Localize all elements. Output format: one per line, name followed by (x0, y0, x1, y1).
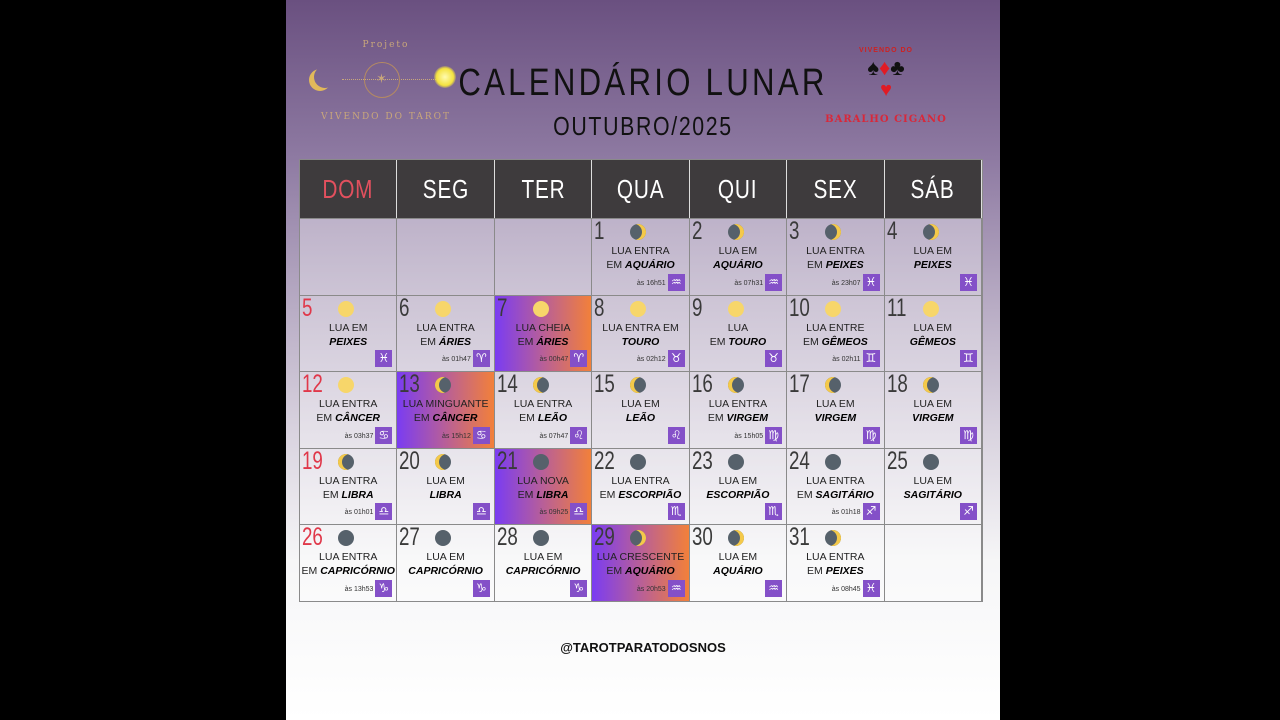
weekday-label: TER (521, 173, 566, 204)
calendar-post (286, 0, 1000, 720)
event-line: LUA EM (816, 398, 855, 411)
moon-phase-waning-icon (435, 454, 451, 470)
sign-name: LIBRA (429, 488, 462, 501)
zodiac-sign-icon: ♈ (570, 350, 587, 367)
event-time: às 15h12 (442, 432, 471, 440)
lunar-event-text (691, 474, 785, 502)
day-number: 23 (691, 447, 713, 475)
event-line: LUA ENTRA (319, 474, 378, 487)
event-time: às 09h25 (539, 509, 569, 517)
lunar-event-text (691, 244, 785, 272)
day-cell[interactable] (495, 295, 592, 372)
sign-name: CÂNCER (335, 412, 380, 425)
card-suits-icon: ♠♦♣ (867, 55, 905, 80)
day-number: 29 (594, 524, 616, 552)
sign-name: LIBRA (341, 488, 374, 501)
weekday-header (690, 160, 787, 218)
moon-phase-full-icon (533, 301, 549, 317)
zodiac-sign-icon: ♏ (765, 503, 782, 520)
lunar-event-text (788, 474, 882, 502)
day-number: 3 (789, 218, 800, 245)
sign-name: AQUÁRIO (625, 565, 675, 578)
weekday-label: QUA (616, 173, 665, 204)
day-number: 26 (302, 524, 323, 552)
sign-name: LIBRA (536, 488, 569, 501)
day-cell[interactable] (495, 371, 592, 448)
day-number: 16 (691, 371, 713, 399)
sign-name: TOURO (621, 335, 660, 348)
day-number: 31 (789, 524, 810, 552)
event-time: às 01h47 (442, 356, 471, 364)
day-cell[interactable] (300, 371, 397, 448)
lunar-event-text (301, 397, 395, 425)
event-prefix: EM (301, 565, 321, 578)
day-cell[interactable] (300, 448, 397, 525)
event-line: LUA ENTRA (611, 245, 670, 257)
event-line: LUA EM (523, 551, 563, 564)
event-prefix: EM (707, 412, 727, 425)
day-number: 14 (496, 371, 518, 399)
moon-phase-waning-icon (825, 377, 841, 393)
zodiac-sign-icon: ♎ (473, 503, 490, 520)
calendar-grid (299, 159, 983, 602)
sign-name: CAPRICÓRNIO (320, 565, 395, 578)
zodiac-sign-icon: ♌ (570, 427, 587, 444)
event-time: às 01h01 (344, 509, 374, 517)
sign-name: GÊMEOS (821, 335, 868, 348)
day-cell[interactable] (592, 524, 689, 601)
day-cell[interactable] (787, 371, 884, 448)
event-prefix: EM (709, 335, 729, 348)
heart-suit-icon: ♥ (880, 79, 892, 101)
event-time: às 08h45 (831, 585, 861, 593)
sign-name: PEIXES (825, 565, 864, 578)
day-number: 25 (886, 447, 908, 475)
event-line: LUA ENTRA (513, 398, 573, 411)
lunar-event-text (496, 474, 590, 502)
zodiac-sign-icon: ♓ (863, 580, 880, 597)
lunar-event-text (788, 397, 882, 425)
moon-phase-waxing-icon (825, 530, 841, 546)
zodiac-sign-icon: ♉ (765, 350, 782, 367)
lunar-event-text (593, 397, 687, 425)
day-cell[interactable] (690, 524, 787, 601)
event-line: LUA EM (913, 398, 953, 411)
page-subtitle: OUTUBRO/2025 (553, 111, 733, 141)
event-time: às 00h47 (539, 356, 569, 364)
day-number: 5 (302, 294, 313, 322)
event-time: às 01h18 (831, 509, 861, 517)
weekday-label: SEG (422, 173, 469, 204)
day-cell[interactable] (592, 218, 689, 295)
day-number: 22 (594, 447, 616, 475)
moon-phase-waxing-icon (630, 224, 646, 240)
zodiac-sign-icon: ♈ (473, 350, 490, 367)
zodiac-sign-icon: ♑ (473, 580, 490, 597)
day-number: 18 (886, 371, 908, 399)
zodiac-sign-icon: ♊ (863, 350, 880, 367)
moon-phase-new-icon (728, 454, 744, 470)
event-prefix: EM (316, 412, 336, 425)
event-line: LUA ENTRE (806, 321, 865, 334)
crescent-moon-icon (314, 66, 336, 88)
event-line: LUA ENTRA (708, 398, 768, 411)
event-prefix: EM (519, 412, 538, 425)
zodiac-sign-icon: ♎ (375, 503, 392, 520)
lunar-event-text (593, 550, 687, 578)
day-number: 8 (594, 294, 605, 322)
lunar-event-text (301, 550, 395, 578)
sign-name: CAPRICÓRNIO (408, 565, 483, 578)
day-number: 13 (399, 371, 421, 399)
moon-phase-full-icon (630, 301, 646, 317)
zodiac-sign-icon: ♑ (375, 580, 392, 597)
weekday-header (787, 160, 884, 218)
lunar-event-text (398, 474, 492, 502)
day-cell[interactable] (495, 524, 592, 601)
event-time: às 15h05 (734, 432, 764, 440)
event-line: LUA EM (718, 474, 758, 487)
moon-phase-waxing-icon (923, 224, 939, 240)
moon-phase-new-icon (338, 530, 354, 546)
lunar-event-text (886, 474, 980, 502)
lunar-event-text (788, 550, 882, 578)
event-prefix: EM (606, 259, 626, 271)
empty-cell (300, 218, 397, 295)
day-number: 4 (886, 218, 897, 245)
day-cell[interactable] (885, 371, 982, 448)
moon-phase-new-icon (435, 530, 451, 546)
day-cell[interactable] (787, 448, 884, 525)
event-line: LUA NOVA (517, 474, 569, 487)
zodiac-sign-icon: ♐ (863, 503, 880, 520)
event-time: às 13h53 (344, 585, 374, 593)
logo-right-name: BARALHO CIGANO (825, 114, 947, 125)
weekday-header (300, 160, 397, 218)
event-prefix: EM (599, 488, 619, 501)
event-line: LUA EM (718, 245, 758, 257)
sign-name: AQUÁRIO (625, 259, 675, 271)
zodiac-sign-icon: ♒ (765, 274, 782, 291)
event-line: LUA EM (913, 321, 953, 334)
day-cell[interactable] (592, 295, 689, 372)
moon-phase-waxing-icon (728, 530, 744, 546)
moon-phase-waning-icon (630, 377, 646, 393)
sign-name: AQUÁRIO (713, 565, 763, 578)
day-number: 21 (496, 447, 518, 475)
logo-left-name: VIVENDO DO TAROT (320, 112, 452, 122)
day-number: 19 (302, 447, 323, 475)
sign-name: ÁRIES (438, 335, 472, 348)
moon-phase-new-icon (923, 454, 939, 470)
sign-name: LEÃO (537, 412, 567, 425)
day-cell[interactable] (885, 295, 982, 372)
zodiac-sign-icon: ♍ (960, 427, 977, 444)
event-prefix: EM (517, 335, 537, 348)
event-line: LUA ENTRA (611, 474, 670, 487)
moon-phase-new-icon (533, 454, 549, 470)
weekday-label: QUI (718, 173, 758, 204)
lunar-event-text (496, 550, 590, 578)
sign-name: VIRGEM (814, 412, 857, 425)
event-line: LUA EM (913, 474, 953, 487)
day-cell[interactable] (397, 295, 494, 372)
zodiac-sign-icon: ♒ (668, 274, 685, 291)
zodiac-sign-icon: ♉ (668, 350, 685, 367)
day-number: 24 (789, 447, 810, 475)
zodiac-sign-icon: ♒ (668, 580, 685, 597)
zodiac-sign-icon: ♌ (668, 427, 685, 444)
weekday-header (592, 160, 689, 218)
logo-right-top: VIVENDO DO (859, 47, 913, 54)
day-cell[interactable] (690, 218, 787, 295)
lunar-event-text (398, 321, 492, 349)
moon-phase-full-icon (338, 301, 354, 317)
zodiac-sign-icon: ♋ (375, 427, 392, 444)
moon-phase-full-icon (338, 377, 354, 393)
baralho-cigano-logo (818, 46, 954, 126)
day-number: 1 (594, 218, 605, 245)
zodiac-sign-icon: ♎ (570, 503, 587, 520)
event-time: às 02h12 (636, 356, 666, 364)
day-cell[interactable] (885, 448, 982, 525)
page-title: CALENDÁRIO LUNAR (458, 62, 828, 104)
lunar-event-text (886, 244, 980, 272)
sign-name: AQUÁRIO (713, 259, 763, 271)
day-cell[interactable] (787, 218, 884, 295)
moon-phase-waxing-icon (728, 224, 744, 240)
moon-phase-waning-icon (533, 377, 549, 393)
event-line: LUA ENTRA (416, 321, 475, 334)
lunar-event-text (886, 397, 980, 425)
day-cell[interactable] (495, 448, 592, 525)
day-cell[interactable] (787, 524, 884, 601)
day-cell[interactable] (885, 218, 982, 295)
event-line: LUA CRESCENTE (596, 551, 685, 564)
instagram-handle: @TAROTPARATODOSNOS (560, 640, 726, 655)
sign-name: CAPRICÓRNIO (505, 565, 581, 578)
day-cell[interactable] (690, 371, 787, 448)
event-prefix: EM (807, 259, 826, 271)
event-line: LUA EM (426, 474, 465, 487)
lunar-event-text (496, 321, 590, 349)
day-number: 11 (886, 294, 907, 322)
lunar-event-text (301, 474, 395, 502)
day-number: 9 (691, 294, 703, 322)
sign-name: VIRGEM (912, 412, 954, 425)
weekday-label: DOM (322, 173, 374, 204)
zodiac-sign-icon: ♍ (765, 427, 782, 444)
day-cell[interactable] (397, 448, 494, 525)
event-time: às 03h37 (344, 432, 374, 440)
sign-name: PEIXES (825, 259, 864, 271)
event-prefix: EM (420, 335, 439, 348)
lunar-event-text (593, 474, 687, 502)
sign-name: SAGITÁRIO (815, 488, 874, 501)
zodiac-sign-icon: ♓ (863, 274, 880, 291)
sign-name: VIRGEM (726, 412, 768, 425)
event-prefix: EM (517, 488, 537, 501)
day-cell[interactable] (592, 371, 689, 448)
weekday-header (885, 160, 982, 218)
sign-name: CÂNCER (432, 412, 478, 425)
lunar-event-text (691, 397, 785, 425)
day-number: 2 (691, 218, 703, 245)
sign-name: ÁRIES (536, 335, 569, 348)
lunar-event-text (593, 321, 687, 349)
event-line: LUA EM (913, 245, 953, 257)
event-line: LUA EM (426, 551, 465, 564)
day-number: 7 (496, 294, 508, 322)
lunar-event-text (788, 244, 882, 272)
moon-phase-waxing-icon (630, 530, 646, 546)
zodiac-sign-icon: ♏ (668, 503, 685, 520)
moon-phase-full-icon (435, 301, 451, 317)
empty-cell (495, 218, 592, 295)
sign-name: ESCORPIÃO (706, 488, 770, 501)
weekday-header (495, 160, 592, 218)
weekday-label: SEX (813, 173, 858, 204)
lunar-event-text (301, 321, 395, 349)
event-prefix: EM (802, 335, 822, 348)
event-time: às 16h51 (636, 279, 666, 287)
day-cell[interactable] (397, 524, 494, 601)
moon-phase-waning-icon (923, 377, 939, 393)
lunar-event-text (886, 321, 980, 349)
sign-name: SAGITÁRIO (903, 488, 962, 501)
event-line: LUA EM (718, 551, 758, 564)
moon-phase-waxing-icon (825, 224, 841, 240)
event-time: às 07h47 (539, 432, 569, 440)
event-line: LUA MINGUANTE (402, 398, 489, 411)
day-cell[interactable] (690, 295, 787, 372)
empty-cell (397, 218, 494, 295)
event-time: às 02h11 (832, 356, 861, 364)
moon-phase-waning-icon (728, 377, 744, 393)
event-line: LUA ENTRA (806, 551, 865, 564)
event-line: LUA CHEIA (515, 321, 571, 334)
event-prefix: EM (796, 488, 816, 501)
empty-cell (885, 524, 982, 601)
sign-name: ESCORPIÃO (618, 488, 682, 501)
event-line: LUA ENTRA EM (602, 321, 679, 334)
event-prefix: EM (322, 488, 342, 501)
day-cell[interactable] (300, 295, 397, 372)
weekday-header (397, 160, 494, 218)
moon-phase-waning-icon (338, 454, 354, 470)
zodiac-sign-icon: ♊ (960, 350, 977, 367)
moon-phase-full-icon (923, 301, 939, 317)
event-line: LUA EM (328, 321, 368, 334)
day-number: 28 (496, 524, 518, 552)
day-number: 27 (399, 524, 421, 552)
event-prefix: EM (413, 412, 433, 425)
sign-name: TOURO (728, 335, 767, 348)
sign-name: PEIXES (329, 335, 368, 348)
sign-name: GÊMEOS (909, 335, 956, 348)
event-prefix: EM (606, 565, 626, 578)
moon-phase-full-icon (728, 301, 744, 317)
day-cell[interactable] (300, 524, 397, 601)
event-prefix: EM (807, 565, 826, 578)
event-line: LUA EM (621, 398, 660, 411)
day-number: 20 (399, 447, 421, 475)
sign-name: LEÃO (625, 412, 656, 425)
logo-project-label: Projeto (362, 40, 410, 50)
day-number: 6 (399, 294, 410, 322)
event-line: LUA ENTRA (806, 474, 865, 487)
event-line: LUA ENTRA (806, 245, 865, 257)
event-time: às 20h53 (636, 585, 666, 593)
zodiac-sign-icon: ♑ (570, 580, 587, 597)
weekday-label: SÁB (910, 173, 955, 204)
day-number: 17 (789, 371, 810, 399)
lunar-event-text (496, 397, 590, 425)
day-number: 15 (594, 371, 616, 399)
day-number: 10 (789, 294, 810, 322)
moon-phase-full-icon (825, 301, 841, 317)
event-line: LUA ENTRA (319, 551, 378, 564)
zodiac-sign-icon: ♓ (960, 274, 977, 291)
day-cell[interactable] (690, 448, 787, 525)
event-time: às 23h07 (831, 279, 861, 287)
lunar-event-text (788, 321, 882, 349)
event-line: LUA ENTRA (319, 398, 378, 411)
zodiac-sign-icon: ♍ (863, 427, 880, 444)
day-cell[interactable] (787, 295, 884, 372)
day-number: 12 (302, 371, 323, 399)
lunar-event-text (398, 550, 492, 578)
day-number: 30 (691, 524, 713, 552)
zodiac-sign-icon: ♓ (375, 350, 392, 367)
lunar-event-text (593, 244, 687, 272)
moon-phase-new-icon (630, 454, 646, 470)
zodiac-sign-icon: ♋ (473, 427, 490, 444)
day-cell[interactable] (397, 371, 494, 448)
moon-phase-new-icon (825, 454, 841, 470)
lunar-event-text (691, 321, 785, 349)
day-cell[interactable] (592, 448, 689, 525)
sign-name: PEIXES (913, 259, 952, 271)
event-time: às 07h31 (734, 279, 764, 287)
lunar-event-text (691, 550, 785, 578)
zodiac-sign-icon: ♐ (960, 503, 977, 520)
moon-phase-waning-icon (435, 377, 451, 393)
lunar-event-text (398, 397, 492, 425)
event-line: LUA (727, 321, 749, 334)
zodiac-sign-icon: ♒ (765, 580, 782, 597)
moon-phase-new-icon (533, 530, 549, 546)
